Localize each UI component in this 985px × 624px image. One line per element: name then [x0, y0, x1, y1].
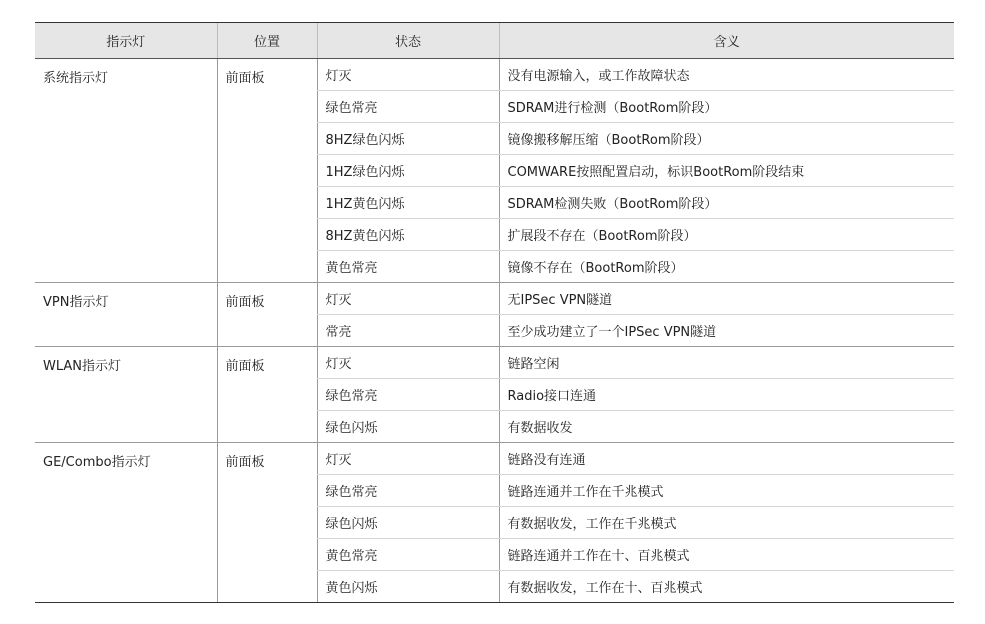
meaning-cell: 有数据收发，工作在十、百兆模式	[499, 571, 954, 603]
state-cell: 灯灭	[317, 283, 499, 315]
header-meaning: 含义	[499, 23, 954, 59]
indicator-cell: VPN指示灯	[35, 283, 217, 347]
indicator-cell: WLAN指示灯	[35, 347, 217, 443]
position-cell: 前面板	[217, 59, 317, 283]
meaning-cell: 有数据收发，工作在千兆模式	[499, 507, 954, 539]
meaning-cell: 至少成功建立了一个IPSec VPN隧道	[499, 315, 954, 347]
table-row	[35, 347, 954, 379]
position-cell: 前面板	[217, 283, 317, 347]
state-cell: 常亮	[317, 315, 499, 347]
meaning-cell: SDRAM进行检测（BootRom阶段）	[499, 91, 954, 123]
meaning-cell: Radio接口连通	[499, 379, 954, 411]
header-position: 位置	[217, 23, 317, 59]
state-cell: 黄色常亮	[317, 539, 499, 571]
position-cell: 前面板	[217, 347, 317, 443]
header-state: 状态	[317, 23, 499, 59]
header-row	[35, 23, 954, 59]
state-cell: 黄色常亮	[317, 251, 499, 283]
header-indicator: 指示灯	[35, 23, 217, 59]
state-cell: 绿色常亮	[317, 91, 499, 123]
meaning-cell: 无IPSec VPN隧道	[499, 283, 954, 315]
table-body	[35, 59, 954, 603]
meaning-cell: 有数据收发	[499, 411, 954, 443]
state-cell: 绿色闪烁	[317, 411, 499, 443]
meaning-cell: 链路没有连通	[499, 443, 954, 475]
meaning-cell: SDRAM检测失败（BootRom阶段）	[499, 187, 954, 219]
state-cell: 灯灭	[317, 347, 499, 379]
state-cell: 绿色常亮	[317, 475, 499, 507]
meaning-cell: 扩展段不存在（BootRom阶段）	[499, 219, 954, 251]
meaning-cell: 没有电源输入，或工作故障状态	[499, 59, 954, 91]
indicator-cell: 系统指示灯	[35, 59, 217, 283]
state-cell: 8HZ绿色闪烁	[317, 123, 499, 155]
meaning-cell: 链路连通并工作在十、百兆模式	[499, 539, 954, 571]
meaning-cell: 镜像搬移解压缩（BootRom阶段）	[499, 123, 954, 155]
state-cell: 绿色常亮	[317, 379, 499, 411]
table-header	[35, 23, 954, 59]
meaning-cell: 镜像不存在（BootRom阶段）	[499, 251, 954, 283]
state-cell: 绿色闪烁	[317, 507, 499, 539]
state-cell: 1HZ绿色闪烁	[317, 155, 499, 187]
position-cell: 前面板	[217, 443, 317, 603]
table-row	[35, 283, 954, 315]
led-indicator-table	[35, 22, 954, 603]
state-cell: 8HZ黄色闪烁	[317, 219, 499, 251]
state-cell: 黄色闪烁	[317, 571, 499, 603]
indicator-cell: GE/Combo指示灯	[35, 443, 217, 603]
state-cell: 灯灭	[317, 443, 499, 475]
table-row	[35, 59, 954, 91]
meaning-cell: 链路连通并工作在千兆模式	[499, 475, 954, 507]
meaning-cell: COMWARE按照配置启动，标识BootRom阶段结束	[499, 155, 954, 187]
table-row	[35, 443, 954, 475]
state-cell: 灯灭	[317, 59, 499, 91]
state-cell: 1HZ黄色闪烁	[317, 187, 499, 219]
meaning-cell: 链路空闲	[499, 347, 954, 379]
